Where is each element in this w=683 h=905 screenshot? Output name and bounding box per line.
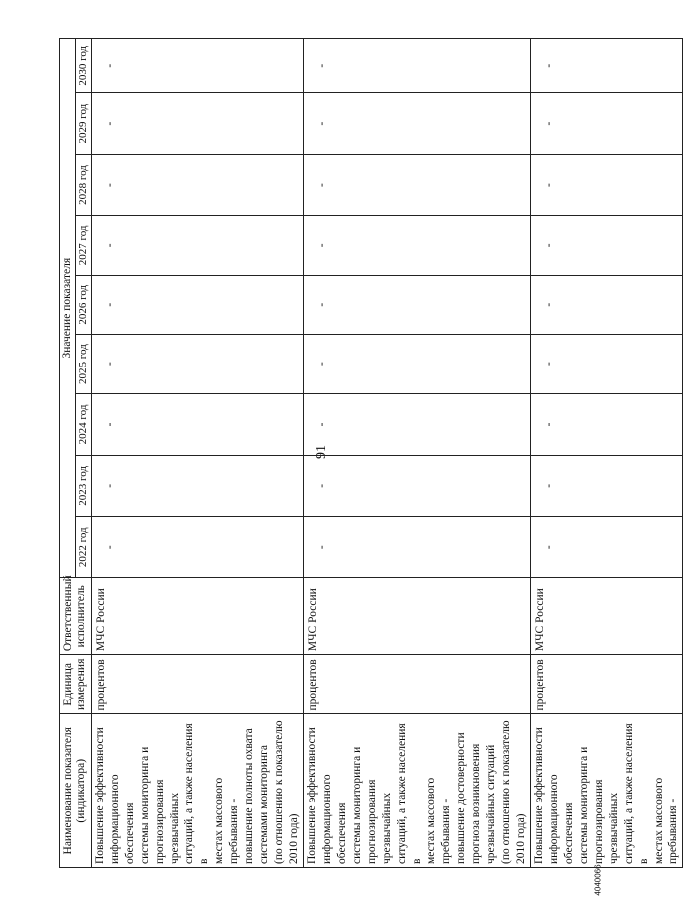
header-values-group: Значение показателя bbox=[60, 39, 76, 578]
table-row bbox=[303, 39, 530, 868]
document-code: 4040066 bbox=[593, 864, 603, 896]
value-cell: - bbox=[91, 455, 303, 516]
executor-cell: МЧС России bbox=[531, 578, 683, 655]
header-year: 2024 год bbox=[76, 394, 92, 455]
header-name: Наименование показателя (индикатора) bbox=[60, 714, 92, 868]
executor-cell: МЧС России bbox=[303, 578, 530, 655]
unit-cell: процентов bbox=[531, 655, 683, 714]
value-cell: - bbox=[91, 93, 303, 154]
header-year: 2025 год bbox=[76, 334, 92, 393]
value-cell: - bbox=[303, 275, 530, 334]
value-cell: - bbox=[91, 517, 303, 578]
header-year: 2023 год bbox=[76, 455, 92, 516]
value-cell: - bbox=[531, 275, 683, 334]
value-cell: - bbox=[531, 334, 683, 393]
header-year: 2028 год bbox=[76, 154, 92, 215]
indicator-name: Повышение эффективности информационного обеспечения системы мониторинга и прогнозирования чрезвычайных ситуаций, а также населения в местах массового пребывания - повышение достоверности прогноза возникновения чрезвычайных ситуаций (по отношению к показателю 2010 года) bbox=[303, 714, 530, 868]
table-row bbox=[531, 39, 683, 868]
executor-cell: МЧС России bbox=[91, 578, 303, 655]
value-cell: - bbox=[303, 93, 530, 154]
value-cell: - bbox=[531, 517, 683, 578]
table-row bbox=[91, 39, 303, 868]
table-body bbox=[91, 39, 683, 868]
value-cell: - bbox=[91, 216, 303, 275]
value-cell: - bbox=[91, 334, 303, 393]
value-cell: - bbox=[303, 334, 530, 393]
value-cell: - bbox=[91, 394, 303, 455]
value-cell: - bbox=[531, 216, 683, 275]
header-year: 2029 год bbox=[76, 93, 92, 154]
header-executor: Ответственный исполнитель bbox=[60, 578, 92, 655]
indicator-table-container bbox=[59, 38, 680, 868]
table-header bbox=[60, 39, 92, 868]
value-cell: - bbox=[303, 455, 530, 516]
value-cell: - bbox=[91, 275, 303, 334]
unit-cell: процентов bbox=[91, 655, 303, 714]
header-year: 2022 год bbox=[76, 517, 92, 578]
indicator-table bbox=[59, 38, 683, 868]
value-cell: - bbox=[91, 154, 303, 215]
value-cell: - bbox=[531, 154, 683, 215]
header-year: 2026 год bbox=[76, 275, 92, 334]
indicator-name: Повышение эффективности информационного обеспечения системы мониторинга и прогнозирования чрезвычайных ситуаций, а также населения в местах массового пребывания - bbox=[531, 714, 683, 868]
value-cell: - bbox=[91, 39, 303, 93]
unit-cell: процентов bbox=[303, 655, 530, 714]
indicator-name: Повышение эффективности информационного обеспечения системы мониторинга и прогнозирования чрезвычайных ситуаций, а также населения в местах массового пребывания - повышение полноты охвата системами мониторинга (по отношению к показателю 2010 года) bbox=[91, 714, 303, 868]
value-cell: - bbox=[531, 39, 683, 93]
value-cell: - bbox=[303, 39, 530, 93]
header-year: 2027 год bbox=[76, 216, 92, 275]
value-cell: - bbox=[531, 394, 683, 455]
header-year: 2030 год bbox=[76, 39, 92, 93]
value-cell: - bbox=[531, 93, 683, 154]
value-cell: - bbox=[303, 517, 530, 578]
value-cell: - bbox=[303, 394, 530, 455]
header-unit: Единица измерения bbox=[60, 655, 92, 714]
value-cell: - bbox=[531, 455, 683, 516]
page-number: 91 bbox=[314, 445, 329, 459]
value-cell: - bbox=[303, 154, 530, 215]
value-cell: - bbox=[303, 216, 530, 275]
